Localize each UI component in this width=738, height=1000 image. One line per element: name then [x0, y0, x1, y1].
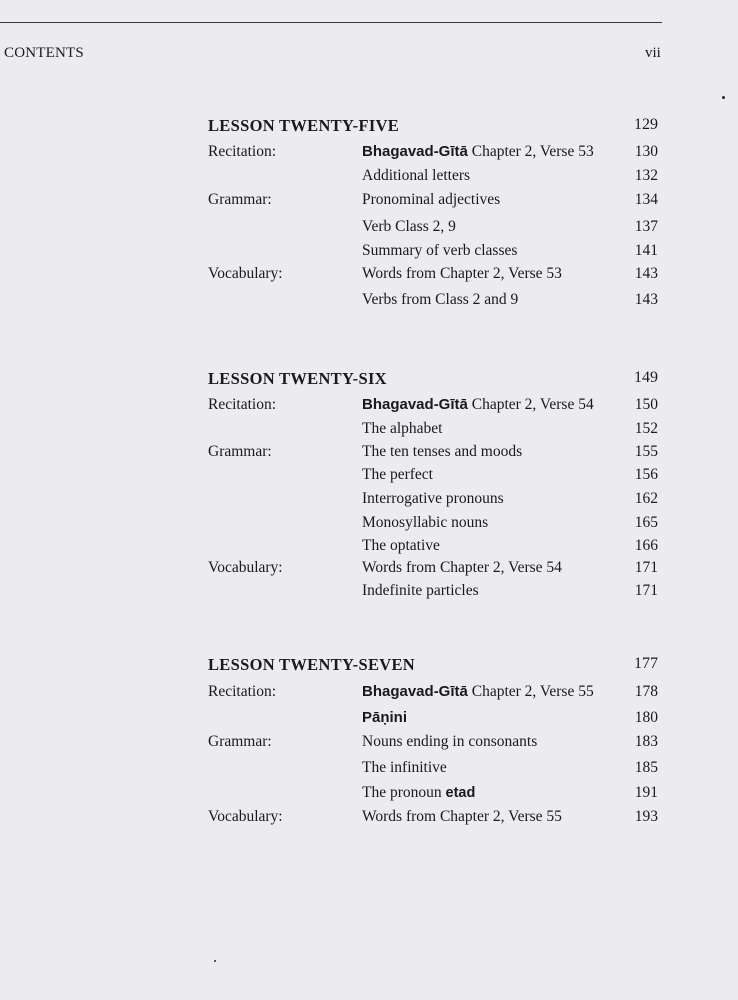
category-label: Recitation:	[208, 396, 277, 413]
lesson-page: 177	[634, 655, 658, 672]
lesson-page: 129	[634, 116, 658, 133]
topic-page: 141	[634, 242, 658, 259]
topic-text: Interrogative pronouns	[362, 490, 504, 507]
topic-text: The infinitive	[362, 759, 447, 776]
topic-text: Words from Chapter 2, Verse 54	[362, 559, 562, 576]
topic-bold: Bhagavad-Gītā	[362, 683, 468, 700]
topic-text: Indefinite particles	[362, 582, 479, 599]
topic-text: Summary of verb classes	[362, 242, 518, 259]
toc-row	[0, 784, 738, 806]
topic	[362, 683, 594, 701]
topic-bold: Pāṇini	[362, 709, 408, 726]
topic-text: Verbs from Class 2 and 9	[362, 291, 519, 308]
lesson-title: LESSON TWENTY-FIVE	[208, 116, 400, 135]
toc-row	[0, 490, 738, 512]
category-label: Vocabulary:	[208, 265, 283, 282]
topic	[362, 396, 594, 414]
scan-speck	[722, 96, 725, 99]
toc-row	[0, 759, 738, 781]
topic-page: 183	[634, 733, 658, 750]
topic-text: The pronoun	[362, 784, 446, 801]
toc-row	[0, 443, 738, 465]
topic-page: 152	[634, 420, 658, 437]
topic-page: 156	[634, 466, 658, 483]
topic-text: Chapter 2, Verse 53	[467, 143, 594, 160]
topic-text: Words from Chapter 2, Verse 53	[362, 265, 562, 282]
toc-row	[0, 514, 738, 536]
topic-text: Monosyllabic nouns	[362, 514, 489, 531]
page-number: vii	[645, 45, 661, 61]
topic-bold: Bhagavad-Gītā	[362, 396, 468, 413]
topic	[362, 709, 407, 727]
topic-page: 180	[634, 709, 658, 726]
topic-page: 191	[634, 784, 658, 801]
topic-page: 143	[634, 265, 658, 282]
topic	[362, 143, 594, 161]
topic-page: 155	[634, 443, 658, 460]
toc-row	[0, 265, 738, 287]
topic-text: The alphabet	[362, 420, 443, 437]
topic	[362, 784, 475, 802]
topic-page: 185	[634, 759, 658, 776]
lesson-title: LESSON TWENTY-SEVEN	[208, 655, 415, 674]
running-header: CONTENTS	[4, 45, 84, 61]
topic-page: 162	[634, 490, 658, 507]
header-rule	[0, 22, 662, 23]
toc-row	[0, 537, 738, 559]
topic-page: 178	[634, 683, 658, 700]
toc-row	[0, 191, 738, 213]
topic-page: 193	[634, 808, 658, 825]
topic-page: 166	[634, 537, 658, 554]
category-label: Grammar:	[208, 733, 272, 750]
topic-text: The perfect	[362, 466, 433, 483]
category-label: Recitation:	[208, 143, 277, 160]
topic-text: Additional letters	[362, 167, 471, 184]
topic-page: 132	[634, 167, 658, 184]
topic-text: Nouns ending in consonants	[362, 733, 538, 750]
toc-row	[0, 396, 738, 418]
category-label: Vocabulary:	[208, 808, 283, 825]
lesson-title: LESSON TWENTY-SIX	[208, 369, 387, 388]
toc-row	[0, 683, 738, 705]
topic-page: 150	[634, 396, 658, 413]
category-label: Recitation:	[208, 683, 277, 700]
topic-bold: Bhagavad-Gītā	[362, 143, 468, 160]
topic-text: The ten tenses and moods	[362, 443, 523, 460]
topic-page: 171	[634, 582, 658, 599]
category-label: Grammar:	[208, 191, 272, 208]
topic-text: The optative	[362, 537, 440, 554]
topic-bold: etad	[445, 785, 476, 801]
toc-row	[0, 420, 738, 442]
topic-text: Pronominal adjectives	[362, 191, 501, 208]
toc-row	[0, 559, 738, 581]
topic-page: 130	[634, 143, 658, 160]
toc-row	[0, 143, 738, 165]
topic-page: 165	[634, 514, 658, 531]
topic-page: 137	[634, 218, 658, 235]
toc-row	[0, 733, 738, 755]
category-label: Vocabulary:	[208, 559, 283, 576]
scan-speck	[214, 960, 216, 962]
toc-row	[0, 242, 738, 264]
toc-row	[0, 466, 738, 488]
category-label: Grammar:	[208, 443, 272, 460]
toc-row	[0, 808, 738, 830]
topic-text: Verb Class 2, 9	[362, 218, 456, 235]
toc-row	[0, 167, 738, 189]
topic-text: Chapter 2, Verse 55	[467, 683, 594, 700]
topic-page: 134	[634, 191, 658, 208]
toc-row	[0, 709, 738, 731]
topic-page: 143	[634, 291, 658, 308]
toc-row	[0, 218, 738, 240]
topic-page: 171	[634, 559, 658, 576]
topic-text: Chapter 2, Verse 54	[467, 396, 594, 413]
toc-row	[0, 291, 738, 313]
toc-row	[0, 582, 738, 604]
lesson-page: 149	[634, 369, 658, 386]
topic-text: Words from Chapter 2, Verse 55	[362, 808, 562, 825]
